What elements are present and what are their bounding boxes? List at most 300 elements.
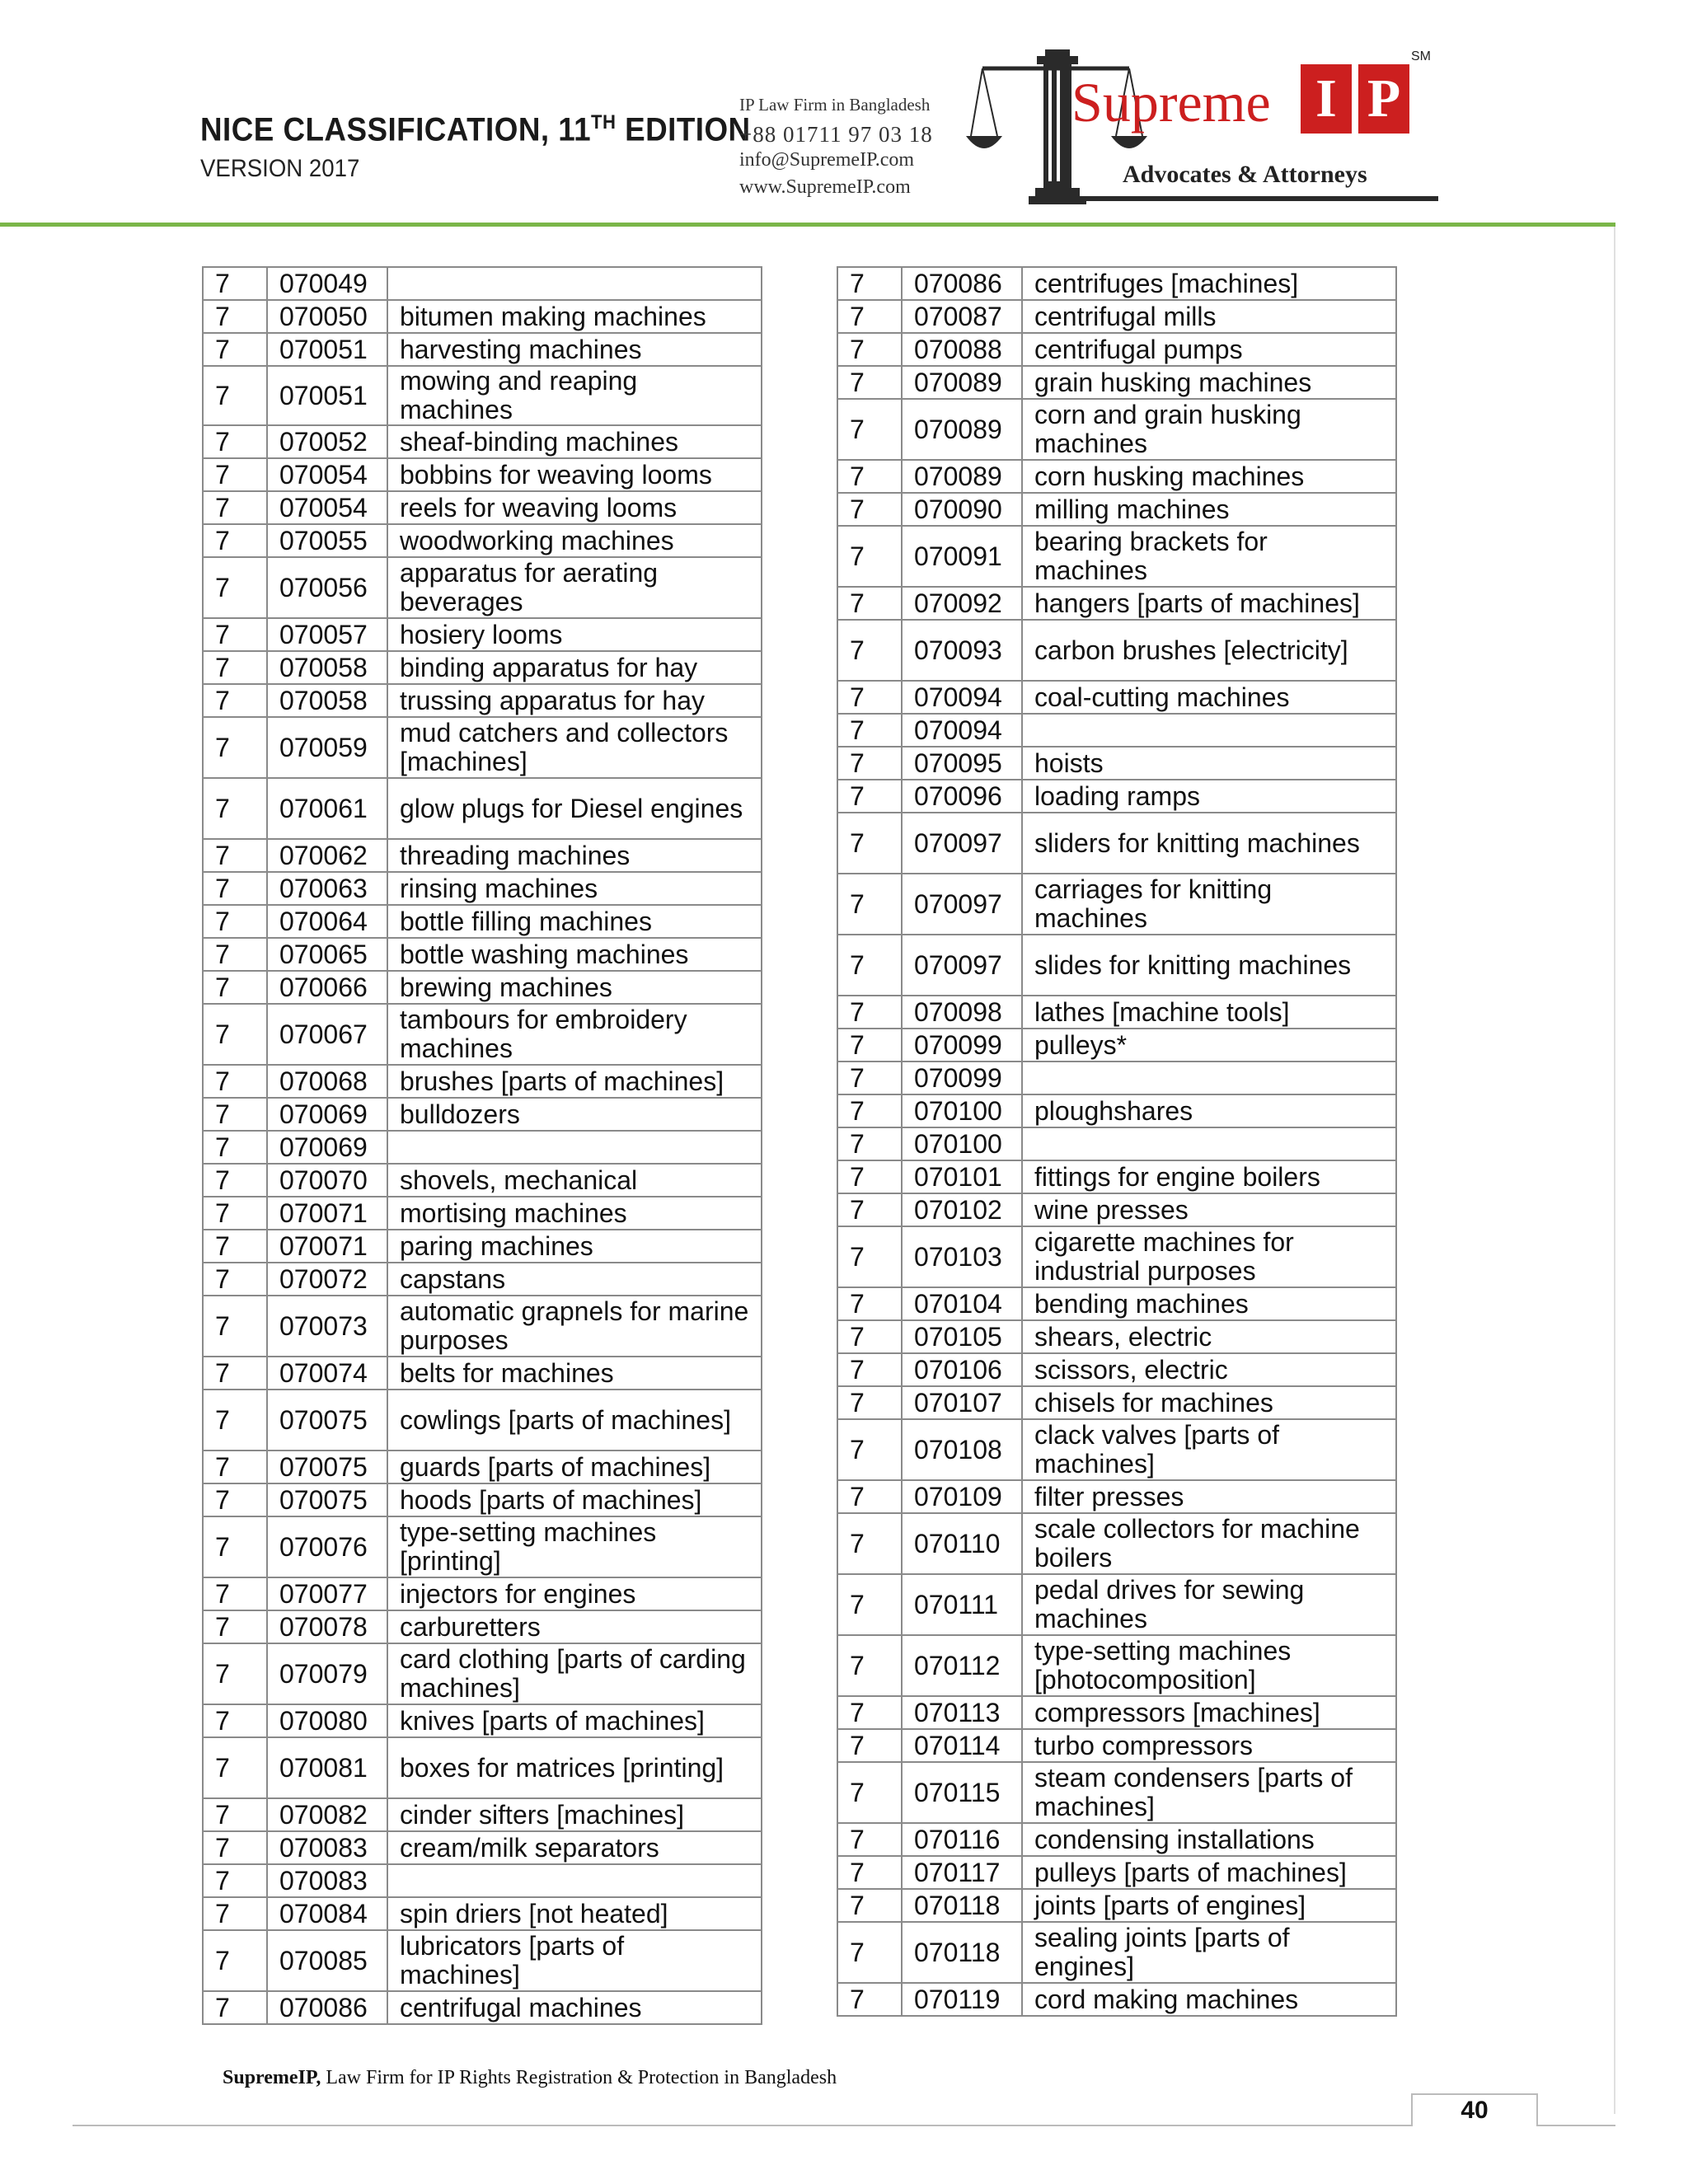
goods-term-cell: carriages for knitting machines bbox=[1022, 874, 1396, 935]
goods-term-cell bbox=[1022, 1062, 1396, 1094]
basic-number-cell: 070088 bbox=[902, 333, 1022, 366]
goods-term-cell: filter presses bbox=[1022, 1480, 1396, 1513]
table-row bbox=[837, 714, 1396, 747]
basic-number-cell: 070075 bbox=[267, 1483, 387, 1516]
basic-number-cell: 070087 bbox=[902, 300, 1022, 333]
basic-number-cell: 070052 bbox=[267, 425, 387, 458]
basic-number-cell: 070089 bbox=[902, 399, 1022, 460]
table-row bbox=[837, 1353, 1396, 1386]
table-row bbox=[203, 1704, 762, 1737]
goods-term-cell: centrifugal machines bbox=[387, 1991, 762, 2024]
table-row bbox=[203, 333, 762, 366]
class-number-cell: 7 bbox=[837, 1419, 902, 1480]
goods-term-cell: mowing and reaping machines bbox=[387, 366, 762, 425]
class-number-cell: 7 bbox=[837, 1762, 902, 1823]
basic-number-cell: 070049 bbox=[267, 267, 387, 300]
contact-tagline: IP Law Firm in Bangladesh bbox=[739, 95, 931, 115]
goods-term-cell: bottle filling machines bbox=[387, 905, 762, 938]
class-number-cell: 7 bbox=[203, 1164, 267, 1197]
goods-term-cell: coal-cutting machines bbox=[1022, 681, 1396, 714]
goods-term-cell: hosiery looms bbox=[387, 618, 762, 651]
basic-number-cell: 070069 bbox=[267, 1098, 387, 1131]
basic-number-cell: 070059 bbox=[267, 717, 387, 778]
class-number-cell: 7 bbox=[203, 1704, 267, 1737]
class-number-cell: 7 bbox=[203, 333, 267, 366]
class-number-cell: 7 bbox=[837, 460, 902, 493]
goods-term-cell: apparatus for aerating beverages bbox=[387, 557, 762, 618]
basic-number-cell: 070098 bbox=[902, 996, 1022, 1029]
table-row bbox=[837, 1635, 1396, 1696]
table-row bbox=[837, 620, 1396, 681]
class-number-cell: 7 bbox=[203, 905, 267, 938]
class-number-cell: 7 bbox=[203, 458, 267, 491]
goods-term-cell: hoists bbox=[1022, 747, 1396, 780]
goods-term-cell: pulleys [parts of machines] bbox=[1022, 1856, 1396, 1889]
class-number-cell: 7 bbox=[837, 747, 902, 780]
table-row bbox=[837, 813, 1396, 874]
table-row bbox=[837, 1696, 1396, 1729]
table-row bbox=[837, 1823, 1396, 1856]
class-number-cell: 7 bbox=[837, 1983, 902, 2016]
class-number-cell: 7 bbox=[203, 1516, 267, 1577]
table-row bbox=[203, 1131, 762, 1164]
table-row bbox=[837, 1856, 1396, 1889]
class-number-cell: 7 bbox=[203, 1864, 267, 1897]
basic-number-cell: 070090 bbox=[902, 493, 1022, 526]
contact-email[interactable]: info@SupremeIP.com bbox=[739, 149, 915, 171]
goods-term-cell: lubricators [parts of machines] bbox=[387, 1930, 762, 1991]
table-row bbox=[203, 366, 762, 425]
basic-number-cell: 070093 bbox=[902, 620, 1022, 681]
goods-term-cell: cowlings [parts of machines] bbox=[387, 1390, 762, 1451]
basic-number-cell: 070082 bbox=[267, 1798, 387, 1831]
table-row bbox=[203, 1357, 762, 1390]
goods-term-cell: shears, electric bbox=[1022, 1320, 1396, 1353]
class-number-cell: 7 bbox=[203, 651, 267, 684]
class-number-cell: 7 bbox=[203, 1483, 267, 1516]
class-number-cell: 7 bbox=[837, 1094, 902, 1127]
logo-letter-i: I bbox=[1301, 64, 1352, 134]
class-number-cell: 7 bbox=[837, 996, 902, 1029]
goods-term-cell: brewing machines bbox=[387, 971, 762, 1004]
goods-term-cell: pedal drives for sewing machines bbox=[1022, 1574, 1396, 1635]
goods-term-cell: cord making machines bbox=[1022, 1983, 1396, 2016]
goods-term-cell: reels for weaving looms bbox=[387, 491, 762, 524]
goods-term-cell: binding apparatus for hay bbox=[387, 651, 762, 684]
basic-number-cell: 070108 bbox=[902, 1419, 1022, 1480]
basic-number-cell: 070083 bbox=[267, 1831, 387, 1864]
class-number-cell: 7 bbox=[837, 714, 902, 747]
table-row bbox=[203, 872, 762, 905]
goods-term-cell: hangers [parts of machines] bbox=[1022, 587, 1396, 620]
class-number-cell: 7 bbox=[837, 1062, 902, 1094]
table-row bbox=[837, 333, 1396, 366]
goods-term-cell bbox=[387, 1131, 762, 1164]
goods-term-cell: pulleys* bbox=[1022, 1029, 1396, 1062]
goods-term-cell: injectors for engines bbox=[387, 1577, 762, 1610]
basic-number-cell: 070099 bbox=[902, 1029, 1022, 1062]
class-number-cell: 7 bbox=[203, 1357, 267, 1390]
goods-term-cell: mud catchers and collectors [machines] bbox=[387, 717, 762, 778]
basic-number-cell: 070051 bbox=[267, 333, 387, 366]
logo-wordmark: Supreme bbox=[1071, 71, 1271, 134]
basic-number-cell: 070113 bbox=[902, 1696, 1022, 1729]
table-row bbox=[837, 1160, 1396, 1193]
class-number-cell: 7 bbox=[837, 1635, 902, 1696]
table-row bbox=[203, 1516, 762, 1577]
table-row bbox=[203, 524, 762, 557]
title-end: EDITION bbox=[616, 111, 751, 148]
goods-term-cell: hoods [parts of machines] bbox=[387, 1483, 762, 1516]
class-number-cell: 7 bbox=[203, 1451, 267, 1483]
goods-term-cell: guards [parts of machines] bbox=[387, 1451, 762, 1483]
class-number-cell: 7 bbox=[837, 1226, 902, 1287]
basic-number-cell: 070116 bbox=[902, 1823, 1022, 1856]
table-row bbox=[837, 1762, 1396, 1823]
table-row bbox=[203, 778, 762, 839]
table-row bbox=[837, 1419, 1396, 1480]
contact-website[interactable]: www.SupremeIP.com bbox=[739, 176, 911, 198]
class-number-cell: 7 bbox=[837, 300, 902, 333]
class-number-cell: 7 bbox=[203, 717, 267, 778]
table-row bbox=[203, 971, 762, 1004]
goods-term-cell: card clothing [parts of carding machines] bbox=[387, 1643, 762, 1704]
goods-term-cell: turbo compressors bbox=[1022, 1729, 1396, 1762]
class-number-cell: 7 bbox=[203, 1831, 267, 1864]
basic-number-cell: 070071 bbox=[267, 1197, 387, 1230]
basic-number-cell: 070100 bbox=[902, 1127, 1022, 1160]
table-row bbox=[203, 1098, 762, 1131]
class-number-cell: 7 bbox=[837, 780, 902, 813]
goods-term-cell: slides for knitting machines bbox=[1022, 935, 1396, 996]
class-number-cell: 7 bbox=[203, 491, 267, 524]
class-number-cell: 7 bbox=[837, 1823, 902, 1856]
table-row bbox=[203, 1065, 762, 1098]
table-row bbox=[837, 526, 1396, 587]
class-number-cell: 7 bbox=[837, 366, 902, 399]
table-row bbox=[203, 1004, 762, 1065]
basic-number-cell: 070051 bbox=[267, 366, 387, 425]
page-number-box bbox=[1411, 2093, 1538, 2126]
basic-number-cell: 070085 bbox=[267, 1930, 387, 1991]
class-number-cell: 7 bbox=[837, 620, 902, 681]
basic-number-cell: 070056 bbox=[267, 557, 387, 618]
goods-term-cell: corn husking machines bbox=[1022, 460, 1396, 493]
table-row bbox=[837, 267, 1396, 300]
class-number-cell: 7 bbox=[837, 1513, 902, 1574]
table-row bbox=[203, 491, 762, 524]
basic-number-cell: 070064 bbox=[267, 905, 387, 938]
class-number-cell: 7 bbox=[837, 1696, 902, 1729]
goods-term-cell: loading ramps bbox=[1022, 780, 1396, 813]
service-mark: SM bbox=[1411, 49, 1431, 63]
table-row bbox=[203, 1831, 762, 1864]
class-number-cell: 7 bbox=[837, 1729, 902, 1762]
class-number-cell: 7 bbox=[837, 1889, 902, 1922]
goods-term-cell bbox=[387, 1864, 762, 1897]
basic-number-cell: 070081 bbox=[267, 1737, 387, 1798]
table-row bbox=[837, 1287, 1396, 1320]
basic-number-cell: 070057 bbox=[267, 618, 387, 651]
class-number-cell: 7 bbox=[203, 366, 267, 425]
class-number-cell: 7 bbox=[837, 1127, 902, 1160]
right-margin-line bbox=[1614, 227, 1615, 2114]
footer-divider bbox=[73, 2125, 1615, 2126]
basic-number-cell: 070110 bbox=[902, 1513, 1022, 1574]
table-row bbox=[837, 460, 1396, 493]
class-number-cell: 7 bbox=[203, 267, 267, 300]
goods-term-cell bbox=[1022, 1127, 1396, 1160]
table-row bbox=[203, 684, 762, 717]
basic-number-cell: 070078 bbox=[267, 1610, 387, 1643]
class-number-cell: 7 bbox=[203, 778, 267, 839]
table-row bbox=[837, 493, 1396, 526]
goods-term-cell: sliders for knitting machines bbox=[1022, 813, 1396, 874]
table-row bbox=[203, 618, 762, 651]
table-row bbox=[837, 1029, 1396, 1062]
table-row bbox=[203, 905, 762, 938]
goods-term-cell: centrifugal pumps bbox=[1022, 333, 1396, 366]
goods-term-cell: glow plugs for Diesel engines bbox=[387, 778, 762, 839]
class-number-cell: 7 bbox=[203, 425, 267, 458]
contact-block bbox=[739, 95, 933, 204]
class-number-cell: 7 bbox=[837, 1574, 902, 1635]
class-number-cell: 7 bbox=[837, 1386, 902, 1419]
class-number-cell: 7 bbox=[203, 1065, 267, 1098]
goods-term-cell: rinsing machines bbox=[387, 872, 762, 905]
table-row bbox=[203, 1864, 762, 1897]
goods-term-cell: brushes [parts of machines] bbox=[387, 1065, 762, 1098]
basic-number-cell: 070089 bbox=[902, 460, 1022, 493]
table-row bbox=[203, 938, 762, 971]
table-row bbox=[837, 1889, 1396, 1922]
table-row bbox=[203, 1991, 762, 2024]
goods-term-cell: grain husking machines bbox=[1022, 366, 1396, 399]
basic-number-cell: 070101 bbox=[902, 1160, 1022, 1193]
basic-number-cell: 070077 bbox=[267, 1577, 387, 1610]
basic-number-cell: 070114 bbox=[902, 1729, 1022, 1762]
goods-term-cell: centrifugal mills bbox=[1022, 300, 1396, 333]
class-number-cell: 7 bbox=[837, 1193, 902, 1226]
table-row bbox=[203, 1798, 762, 1831]
class-number-cell: 7 bbox=[837, 874, 902, 935]
table-row bbox=[837, 1386, 1396, 1419]
table-row bbox=[837, 874, 1396, 935]
goods-term-cell: paring machines bbox=[387, 1230, 762, 1263]
table-row bbox=[203, 717, 762, 778]
table-row bbox=[203, 425, 762, 458]
goods-term-cell: condensing installations bbox=[1022, 1823, 1396, 1856]
basic-number-cell: 070089 bbox=[902, 366, 1022, 399]
class-number-cell: 7 bbox=[203, 971, 267, 1004]
goods-term-cell: lathes [machine tools] bbox=[1022, 996, 1396, 1029]
class-number-cell: 7 bbox=[203, 1798, 267, 1831]
table-row bbox=[837, 996, 1396, 1029]
basic-number-cell: 070095 bbox=[902, 747, 1022, 780]
class-number-cell: 7 bbox=[837, 267, 902, 300]
basic-number-cell: 070109 bbox=[902, 1480, 1022, 1513]
page-number: 40 bbox=[1461, 2097, 1489, 2124]
contact-phone: +88 01711 97 03 18 bbox=[739, 122, 933, 147]
goods-term-cell: milling machines bbox=[1022, 493, 1396, 526]
table-row bbox=[837, 935, 1396, 996]
basic-number-cell: 070117 bbox=[902, 1856, 1022, 1889]
basic-number-cell: 070063 bbox=[267, 872, 387, 905]
goods-term-cell: centrifuges [machines] bbox=[1022, 267, 1396, 300]
basic-number-cell: 070099 bbox=[902, 1062, 1022, 1094]
goods-term-cell: steam condensers [parts of machines] bbox=[1022, 1762, 1396, 1823]
class-number-cell: 7 bbox=[203, 872, 267, 905]
class-number-cell: 7 bbox=[837, 1856, 902, 1889]
footer-description: Law Firm for IP Rights Registration & Protection in Bangladesh bbox=[321, 2067, 837, 2088]
table-row bbox=[837, 1480, 1396, 1513]
table-row bbox=[837, 587, 1396, 620]
table-row bbox=[203, 1390, 762, 1451]
basic-number-cell: 070086 bbox=[267, 1991, 387, 2024]
goods-term-cell: compressors [machines] bbox=[1022, 1696, 1396, 1729]
table-row bbox=[837, 366, 1396, 399]
goods-term-cell: chisels for machines bbox=[1022, 1386, 1396, 1419]
basic-number-cell: 070066 bbox=[267, 971, 387, 1004]
goods-term-cell: type-setting machines [photocomposition] bbox=[1022, 1635, 1396, 1696]
class-number-cell: 7 bbox=[837, 1320, 902, 1353]
table-row bbox=[837, 1320, 1396, 1353]
class-number-cell: 7 bbox=[203, 1263, 267, 1296]
basic-number-cell: 070065 bbox=[267, 938, 387, 971]
header-divider bbox=[0, 223, 1615, 227]
basic-number-cell: 070119 bbox=[902, 1983, 1022, 2016]
table-row bbox=[203, 300, 762, 333]
basic-number-cell: 070100 bbox=[902, 1094, 1022, 1127]
right-classification-table bbox=[837, 266, 1397, 2017]
class-number-cell: 7 bbox=[203, 300, 267, 333]
class-number-cell: 7 bbox=[837, 333, 902, 366]
goods-term-cell: bulldozers bbox=[387, 1098, 762, 1131]
basic-number-cell: 070058 bbox=[267, 684, 387, 717]
goods-term-cell: bitumen making machines bbox=[387, 300, 762, 333]
class-number-cell: 7 bbox=[203, 1991, 267, 2024]
basic-number-cell: 070094 bbox=[902, 714, 1022, 747]
basic-number-cell: 070054 bbox=[267, 458, 387, 491]
version-label: VERSION 2017 bbox=[200, 155, 360, 182]
class-number-cell: 7 bbox=[837, 1160, 902, 1193]
goods-term-cell: cigarette machines for industrial purposes bbox=[1022, 1226, 1396, 1287]
table-row bbox=[837, 1983, 1396, 2016]
table-row bbox=[837, 1094, 1396, 1127]
class-number-cell: 7 bbox=[203, 557, 267, 618]
goods-term-cell: sealing joints [parts of engines] bbox=[1022, 1922, 1396, 1983]
class-number-cell: 7 bbox=[203, 1004, 267, 1065]
basic-number-cell: 070115 bbox=[902, 1762, 1022, 1823]
basic-number-cell: 070061 bbox=[267, 778, 387, 839]
goods-term-cell bbox=[1022, 714, 1396, 747]
basic-number-cell: 070079 bbox=[267, 1643, 387, 1704]
basic-number-cell: 070104 bbox=[902, 1287, 1022, 1320]
goods-term-cell: carbon brushes [electricity] bbox=[1022, 620, 1396, 681]
table-row bbox=[837, 399, 1396, 460]
goods-term-cell bbox=[387, 267, 762, 300]
table-row bbox=[203, 1483, 762, 1516]
basic-number-cell: 070112 bbox=[902, 1635, 1022, 1696]
table-row bbox=[203, 1577, 762, 1610]
table-row bbox=[203, 1451, 762, 1483]
class-number-cell: 7 bbox=[203, 1131, 267, 1164]
goods-term-cell: mortising machines bbox=[387, 1197, 762, 1230]
table-row bbox=[837, 1922, 1396, 1983]
goods-term-cell: cinder sifters [machines] bbox=[387, 1798, 762, 1831]
basic-number-cell: 070118 bbox=[902, 1889, 1022, 1922]
footer-text bbox=[223, 2067, 837, 2089]
table-row bbox=[203, 651, 762, 684]
table-row bbox=[837, 1127, 1396, 1160]
class-number-cell: 7 bbox=[837, 1353, 902, 1386]
goods-term-cell: harvesting machines bbox=[387, 333, 762, 366]
basic-number-cell: 070074 bbox=[267, 1357, 387, 1390]
goods-term-cell: tambours for embroidery machines bbox=[387, 1004, 762, 1065]
basic-number-cell: 070086 bbox=[902, 267, 1022, 300]
goods-term-cell: belts for machines bbox=[387, 1357, 762, 1390]
goods-term-cell: cream/milk separators bbox=[387, 1831, 762, 1864]
class-number-cell: 7 bbox=[203, 1737, 267, 1798]
basic-number-cell: 070097 bbox=[902, 813, 1022, 874]
table-row bbox=[203, 557, 762, 618]
table-row bbox=[837, 300, 1396, 333]
table-row bbox=[837, 1729, 1396, 1762]
basic-number-cell: 070106 bbox=[902, 1353, 1022, 1386]
goods-term-cell: boxes for matrices [printing] bbox=[387, 1737, 762, 1798]
goods-term-cell: automatic grapnels for marine purposes bbox=[387, 1296, 762, 1357]
table-row bbox=[837, 1193, 1396, 1226]
basic-number-cell: 070054 bbox=[267, 491, 387, 524]
basic-number-cell: 070097 bbox=[902, 874, 1022, 935]
class-number-cell: 7 bbox=[837, 399, 902, 460]
class-number-cell: 7 bbox=[203, 1230, 267, 1263]
class-number-cell: 7 bbox=[203, 1390, 267, 1451]
goods-term-cell: bearing brackets for machines bbox=[1022, 526, 1396, 587]
class-number-cell: 7 bbox=[837, 587, 902, 620]
document-title bbox=[200, 111, 751, 148]
basic-number-cell: 070083 bbox=[267, 1864, 387, 1897]
basic-number-cell: 070058 bbox=[267, 651, 387, 684]
class-number-cell: 7 bbox=[203, 1197, 267, 1230]
table-row bbox=[203, 1263, 762, 1296]
table-row bbox=[837, 1226, 1396, 1287]
footer-brand: SupremeIP, bbox=[223, 2067, 321, 2088]
basic-number-cell: 070070 bbox=[267, 1164, 387, 1197]
table-row bbox=[203, 1197, 762, 1230]
basic-number-cell: 070091 bbox=[902, 526, 1022, 587]
table-row bbox=[203, 458, 762, 491]
basic-number-cell: 070075 bbox=[267, 1390, 387, 1451]
class-number-cell: 7 bbox=[203, 684, 267, 717]
basic-number-cell: 070103 bbox=[902, 1226, 1022, 1287]
basic-number-cell: 070050 bbox=[267, 300, 387, 333]
goods-term-cell: bending machines bbox=[1022, 1287, 1396, 1320]
goods-term-cell: scissors, electric bbox=[1022, 1353, 1396, 1386]
class-number-cell: 7 bbox=[837, 813, 902, 874]
table-row bbox=[837, 1574, 1396, 1635]
class-number-cell: 7 bbox=[837, 681, 902, 714]
table-row bbox=[203, 1164, 762, 1197]
class-number-cell: 7 bbox=[837, 935, 902, 996]
table-row bbox=[203, 1610, 762, 1643]
basic-number-cell: 070080 bbox=[267, 1704, 387, 1737]
basic-number-cell: 070055 bbox=[267, 524, 387, 557]
table-row bbox=[837, 1513, 1396, 1574]
goods-term-cell: corn and grain husking machines bbox=[1022, 399, 1396, 460]
table-row bbox=[837, 681, 1396, 714]
goods-term-cell: scale collectors for machine boilers bbox=[1022, 1513, 1396, 1574]
